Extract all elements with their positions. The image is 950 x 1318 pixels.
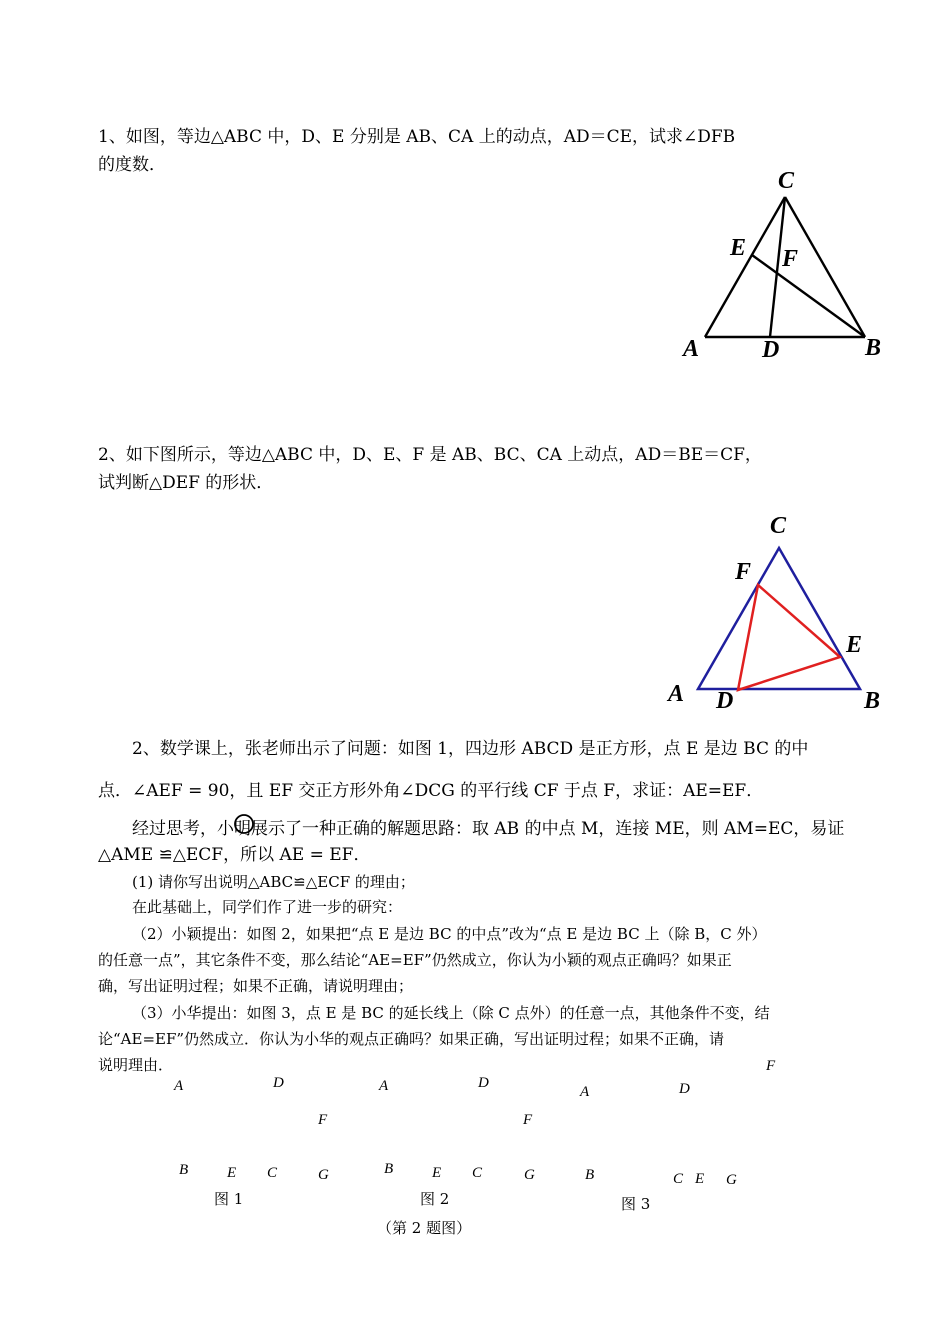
problem3-q1b: 在此基础上，同学们作了进一步的研究： — [132, 898, 403, 916]
fig3-label-g: G — [726, 1172, 737, 1188]
problem3-p1-line2: 点．∠AEF = 90，且 EF 交正方形外角∠DCG 的平行线 CF 于点 F，求证：AE=EF． — [98, 781, 764, 801]
fig1-caption: 图 1 — [214, 1190, 244, 1208]
fig1-label-b: B — [179, 1162, 189, 1178]
fig2-label-c: C — [472, 1165, 483, 1181]
fig3-caption: 图 3 — [621, 1195, 651, 1213]
fig1-label-e: E — [227, 1165, 237, 1181]
fig3-label-c: C — [673, 1171, 684, 1187]
problem1-line2: 的度数． — [98, 155, 166, 175]
problem2-line2: 试判断△DEF 的形状． — [98, 473, 274, 493]
problem2-line1: 2、如下图所示，等边△ABC 中，D、E、F 是 AB、BC、CA 上动点，AD＝BE＝CF， — [98, 445, 762, 465]
fig3-label-e: E — [695, 1171, 705, 1187]
fig1-label-d: D — [273, 1075, 284, 1091]
fig2-label-b: B — [384, 1161, 394, 1177]
label-f: F — [735, 559, 752, 585]
problem3-q3-line3: 说明理由． — [98, 1056, 174, 1074]
label-b: B — [864, 688, 881, 714]
fig1-label-a: A — [174, 1078, 184, 1094]
fig1-label-g: G — [318, 1167, 329, 1183]
label-e: E — [846, 632, 863, 658]
fig3-label-a: A — [580, 1084, 590, 1100]
problem3-q2-line1: （2）小颖提出：如图 2，如果把“点 E 是边 BC 的中点”改为“点 E 是边 BC 上（除 B，C 外） — [132, 925, 767, 943]
problem3-q3-line2: 论“AE=EF”仍然成立．你认为小华的观点正确吗？如果正确，写出证明过程；如果不正确，请 — [98, 1030, 725, 1048]
label-a: A — [683, 336, 700, 362]
label-c: C — [778, 168, 795, 194]
fig1-label-f: F — [318, 1112, 328, 1128]
fig3-label-b: B — [585, 1167, 595, 1183]
label-c: C — [770, 513, 787, 539]
problem3-q3-line1: （3）小华提出：如图 3，点 E 是 BC 的延长线上（除 C 点外）的任意一点，其他条件不变，结 — [132, 1004, 770, 1022]
fig2-caption: 图 2 — [420, 1190, 450, 1208]
circle-mark — [232, 810, 256, 836]
fig2-label-a: A — [379, 1078, 389, 1094]
label-d: D — [716, 688, 734, 714]
fig3-label-d: D — [679, 1081, 690, 1097]
problem2-figure — [660, 505, 900, 720]
label-d: D — [762, 337, 780, 363]
figures-overall-caption: （第 2 题图） — [377, 1219, 472, 1237]
problem3-q1: (1) 请你写出说明△ABC≌△ECF 的理由； — [132, 873, 415, 891]
inner-triangle — [738, 585, 840, 690]
fig3-label-f: F — [766, 1058, 776, 1074]
fig1-label-c: C — [267, 1165, 278, 1181]
label-a: A — [668, 681, 685, 707]
fig2-label-d: D — [478, 1075, 489, 1091]
problem3-p2-line2: △AME ≌△ECF，所以 AE = EF． — [98, 845, 371, 865]
label-b: B — [865, 335, 882, 361]
problem3-p1-line1: 2、数学课上，张老师出示了问题：如图 1，四边形 ABCD 是正方形，点 E 是边 BC 的中 — [132, 739, 809, 759]
label-f: F — [782, 246, 799, 272]
fig2-label-g: G — [524, 1167, 535, 1183]
fig2-label-f: F — [523, 1112, 533, 1128]
problem1-line1: 1、如图，等边△ABC 中，D、E 分别是 AB、CA 上的动点，AD＝CE，试求∠DFB — [98, 127, 736, 147]
problem3-p2-line1: 经过思考，小明展示了一种正确的解题思路：取 AB 的中点 M，连接 ME，则 AM=EC，易证 — [132, 819, 845, 839]
label-e: E — [730, 235, 747, 261]
problem1-figure — [670, 160, 900, 370]
problem3-q2-line3: 确，写出证明过程；如果不正确，请说明理由； — [98, 977, 414, 995]
outer-triangle — [698, 548, 863, 689]
problem3-q2-line2: 的任意一点”，其它条件不变，那么结论“AE=EF”仍然成立，你认为小颖的观点正确吗？如果正 — [98, 951, 732, 969]
fig2-label-e: E — [432, 1165, 442, 1181]
